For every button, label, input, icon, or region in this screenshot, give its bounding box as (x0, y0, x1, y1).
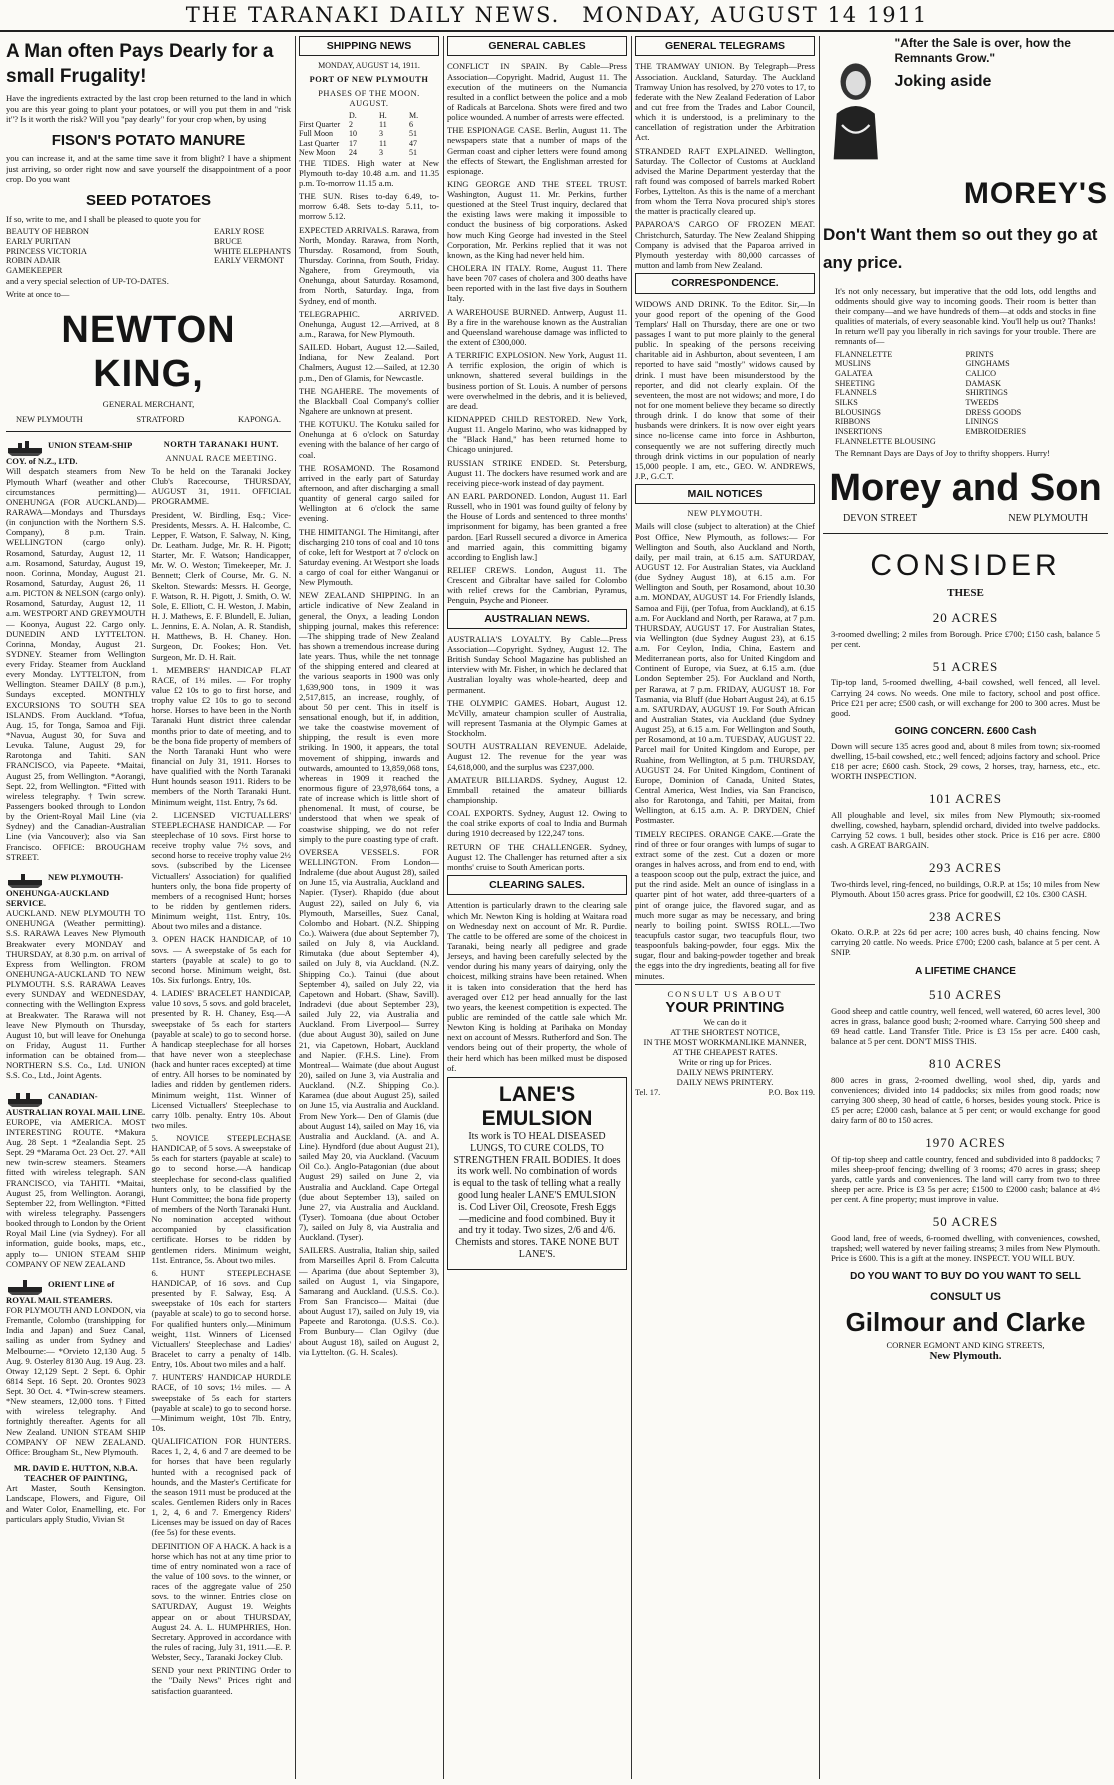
advert-title: TEACHER OF PAINTING, (24, 1473, 128, 1484)
advert-line: IN THE MOST WORKMANLIKE MANNER, (643, 1036, 807, 1047)
australian-news-item: COAL EXPORTS. Sydney, August 12. Owing to the coal strike exports of coal to India and Burmah during 1910 decreased by 122,247 tons. (447, 808, 627, 839)
remnant-item: GALATEA (835, 368, 873, 378)
advert-title: EMULSION (481, 1106, 593, 1130)
onehunga-service-advert (6, 868, 146, 1081)
remnant-item: INSERTIONS (835, 426, 883, 436)
remnant-item: FLANNELETTE (835, 349, 893, 359)
ngahere: THE NGAHERE. The movements of the Blackball Coal Company's collier Ngahere are unknown at present. (299, 385, 439, 416)
rosamond: THE ROSAMOND. The Rosamond arrived in the early part of Saturday afternoon, and after discharging a small quantity of general cargo sailed for Wellington at 6 o'clock the same evening. (299, 462, 439, 524)
sun: THE SUN. Rises to-day 6.49, to-morrow 6.48. Sets to-day 5.11, to-morrow 5.12. (299, 191, 439, 222)
buy-sell-line: DO YOU WANT TO BUY DO YOU WANT TO SELL (850, 1271, 1081, 1283)
notice-definition: DEFINITION OF A HACK. A hack is a horse which has not at any time prior to time of entry nominated won a race of the value of 100 sovs. to the winner, or races of the aggregate value of 250 sovs. to the winner. Entries close on SATURDAY, August 19. Weights appear on or about THURSDAY, August 24. A. L. HUMPHRIES, Hon. Secretary. Approved in accordance with the rules of racing, July 31, 1911.—E. P. Webster, Secy., Taranaki Jockey Club. (151, 1540, 291, 1663)
steamship-icon (6, 1277, 44, 1295)
correspondence: WIDOWS AND DRINK. To the Editor. Sir,—In your good report of the opening of the Good Templars' Hall on Thursday, there are one or two passages I want to put more plainly to the general public. In speaking of the persons receiving charitable aid in Ashburton, about seventeen, I am reported to have said "mostly" widows caused by drink. I must have been misunderstood by the reporter, and did not clearly explain. Of the seventeen, the most are not widows; and more, I do not for one moment believe they became so directly through drink. I do know that some of their husbands were drinkers. It is now over eight years since no-license came into force in Ashburton, consequently we are not suffering directly much through drink victims in our population of nearly 15,000 people. I am, etc., GEO. W. ANDREWS, J.P., G.C.T. (635, 298, 815, 481)
column-general-telegrams (635, 36, 815, 1779)
race-entry: 2. LICENSED VICTUALLERS' STEEPLECHASE HANDICAP. — For steeplechase of 10 sovs. First horse to receive trophy value 7½ sovs, and second horse to receive trophy value 2½ sovs. (subscribed by the Licensee Victuallers' Association) for qualified hunters only, the bona fide property of members of a recognised Hunt; horses to be ridden by gentlemen riders. Minimum weight, 11st. Entry, 10s. About two miles and a distance. (151, 809, 291, 932)
variety-item: BRUCE (214, 236, 242, 246)
telephone: Tel. 17. (635, 1087, 661, 1097)
remnant-item: CALICO (965, 368, 996, 378)
advert-intro: Have the ingredients extracted by the last crop been returned to the land in which you are this year going to plant your potatoes, or will you put them in and "risk it"? Is it worth the risk? Will you "pay dearly" for your crop when, by using (6, 93, 291, 124)
mail-location: NEW PLYMOUTH. (687, 509, 763, 519)
cable-item: THE ESPIONAGE CASE. Berlin, August 11. The newspapers state that a number of maps of the German coast and cipher letters were found among the effects of Stewart, the Englishman arrested for espionage. (447, 125, 627, 176)
column-shipping (299, 36, 439, 1779)
advert-seed-title: SEED POTATOES (85, 191, 212, 209)
advert-special: and a very special selection of UP-TO-DATES. (6, 276, 169, 287)
variety-item: BEAUTY OF HEBRON (6, 226, 89, 236)
property-description: 3-roomed dwelling; 2 miles from Borough. Price £700; £150 cash, balance 5 per cent. (831, 628, 1100, 649)
telegram-item: PAPAROA'S CARGO OF FROZEN MEAT. Christchurch, Saturday. The New Zealand Shipping Company is advised that the Paparoa arrived in Plymouth yesterday with 80,000 carcasses of mutton and lamb from New Zealand. (635, 219, 815, 271)
australian-news-item: RETURN OF THE CHALLENGER. Sydney, August 12. The Challenger has returned after a six months' cruise to South American ports. (447, 841, 627, 872)
australian-news-item: SOUTH AUSTRALIAN REVENUE. Adelaide, August 12. The revenue for the year was £4,618,000, and the surplus was £237,000. (447, 741, 627, 772)
property-description: Down will secure 135 acres good and, about 8 miles from town; six-roomed dwelling, 15-bail cowshed, etc.; well fenced; adjoins factory and school. Price £18 per acre; £600 cash. Stock, 29 cows, 2 horses, tray, harness, etc., etc. WORTH INSPECTION. (831, 740, 1100, 782)
sailed: SAILED. Hobart, August 12.—Sailed, Indiana, for New Zealand. Port Chalmers, August 12.—Sailed, at 12.30 p.m., Den of Glamis, for Newcastle. (299, 342, 439, 383)
these-subheading: THESE (947, 587, 984, 600)
consider-heading: CONSIDER (870, 549, 1061, 583)
remnant-list-right (966, 350, 1097, 447)
morey-and-son-name: Morey and Son (829, 467, 1102, 510)
remnant-item: PRINTS (965, 349, 994, 359)
advert-title: YOUR PRINTING (665, 998, 785, 1016)
variety-item: ROBIN ADAIR (6, 256, 61, 266)
property-description: Two-thirds level, ring-fenced, no buildings, O.R.P. at 15s; 10 miles from New Plymouth. About 150 acres grass. Price for goodwill, £2 10s. £300 CASH. (831, 878, 1100, 899)
race-entry: 6. HUNT STEEPLECHASE HANDICAP, of 16 sovs. and Cup presented by F. Salway, Esq. A sweepstake of 10s each for starters (payable at scale) to go to second horse. For qualified hunters only.—Minimum weight, 11st. Winners of Licensed Victuallers' Steeplechase and Ladies' Bracelet to carry a penalty of 14lb. Entry, 10s. About two miles and a half. (151, 1267, 291, 1370)
varieties-right (214, 227, 291, 277)
remnant-item: GINGHAMS (965, 359, 1010, 369)
telegram-list (635, 61, 815, 270)
column-split (6, 436, 291, 1698)
remnant-item: RIBBONS (835, 417, 871, 427)
town: STRATFORD (136, 415, 185, 425)
variety-item: GAMEKEEPER (6, 266, 63, 276)
masthead-title: THE TARANAKI DAILY NEWS. (185, 3, 561, 27)
phase-cell: 24 (349, 148, 357, 158)
advert-footer: DAILY NEWS PRINTERY. (676, 1077, 774, 1088)
steamship-icon (6, 438, 44, 456)
remnant-item: BLOUSINGS (835, 407, 881, 417)
phase-cell: Last Quarter (299, 138, 340, 148)
advert-slogan: Don't Want them so out they go at any price. (823, 225, 1098, 272)
notice-qualification: QUALIFICATION FOR HUNTERS. Races 1, 2, 4, 6 and 7 are deemed to be for horses that have been regularly hunted with a recognised pack of hounds, and the Master's Certificate for the season 1911 must be produced at the scales. Gentlemen Riders only in Races 1, 2, 4, 6 and 7. Emergency Riders' Licenses may be issued on day of Races (fee 5s) for these events. (151, 1436, 291, 1538)
merchant-name: NEWTON KING, (61, 308, 236, 396)
advert-line: AT THE CHEAPEST RATES. (672, 1046, 778, 1057)
consult-line: CONSULT US (930, 1290, 1001, 1303)
phase-cell: 47 (409, 138, 417, 148)
gilmour-address: CORNER EGMONT AND KING STREETS, (886, 1339, 1045, 1350)
advert-line: We can do it (703, 1016, 747, 1027)
advert-title: LANE'S (498, 1082, 576, 1106)
cable-item: RUSSIAN STRIKE ENDED. St. Petersburg, August 11. The dockers have resumed work and are receiving piece-work instead of day payment. (447, 457, 627, 488)
remnant-list-left (835, 350, 966, 447)
po-box: P.O. Box 119. (768, 1087, 815, 1097)
masthead (0, 0, 1114, 32)
remnant-item: MUSLINS (835, 359, 871, 369)
phase-cell: H. (379, 110, 387, 120)
expected-arrivals: EXPECTED ARRIVALS. Rarawa, from North, Monday. Rarawa, from North, Thursday. Rosamond, from South, Thursday. Corinna, from South, Friday. Ngahere, from Greymouth, via Onehunga, about Saturday. Rosamond, from North, Saturday. Inga, from Sydney, end of month. (299, 224, 439, 306)
advert-head: CONSULT US ABOUT (667, 988, 783, 999)
advert-text: you can increase it, and at the same time save it from blight? I have a shipment just arriving, so order right now and save yourself the disappointment of a poor crop. Do you want (6, 153, 291, 184)
potato-varieties (6, 227, 291, 277)
remnant-item: SHIRTINGS (965, 388, 1008, 398)
race-list (152, 665, 292, 1433)
morey-address (823, 513, 1108, 525)
advert-text: Art Master, South Kensington. Landscape, Flowers, and Figure, Oil and Water Color, Enamelling, etc. For particulars apply Studio, Vivian St (6, 1483, 146, 1524)
phase-cell: 3 (379, 129, 383, 139)
advert-write: Write at once to— (6, 289, 70, 300)
race-entry: 4. LADIES' BRACELET HANDICAP, value 10 sovs, 5 sovs. and gold bracelet, presented by R. H. Chaney, Esq.—A sweepstake of 5s each for starters (payable at scale) to go to second horse. A handicap steeplechase for all horses that have never won a steeplechase (hack and hunter races excepted) at time of entry. All horses to be nominated by ladies and ridden by gentlemen riders. Minimum weight, 11st. Winner of Licensed Victuallers' Steeplechase to carry 10lb. penalty. Entry 10s. About two miles. (151, 988, 291, 1130)
advert-name: UNION STEAM-SHIP COY. of N.Z., LTD. (6, 440, 132, 467)
cable-item: A TERRIFIC EXPLOSION. New York, August 11. A terrific explosion, the origin of which is unknown, shattered several buildings in the business portion of St. Louis. A number of persons were overwhelmed in the debris, and it is believed, are dead. (447, 350, 627, 411)
australian-news-list (447, 634, 627, 872)
lanes-emulsion-advert (447, 1077, 627, 1270)
street: DEVON STREET (843, 513, 918, 525)
printing-advert (635, 984, 815, 1098)
advert-text: FOR PLYMOUTH AND LONDON, via Fremantle, Colombo (transhipping for India and Japan) and Suez Canal, sailing as under from Sydney and Melbourne:— *Orvieto 12,130 Aug. 5 Aug. 9. Osterley 8130 Aug. 19 Aug. 23. Otway 12,129 Sept. 2 Sept. 6. Ophir 6814 Sept. 16 Sept. 20. Orontes 9023 Sept. 30 Oct. 4. *Twin-screw steamers. *New steamers, 12,000 tons. †Fitted with wireless telegraphy. And fortnightly thereafter. Agents for all New Zealand. UNION STEAM SHIP COMPANY OF NEW ZEALAND. Office: Brougham St., New Plymouth. (6, 1304, 146, 1457)
property-title: 51 ACRES (932, 659, 999, 675)
dateline: MONDAY, AUGUST 14, 1911. (318, 61, 420, 71)
port-heading: PORT OF NEW PLYMOUTH (309, 74, 429, 84)
column-advertisements (6, 36, 291, 1779)
race-entry: 7. HUNTERS' HANDICAP HURDLE RACE, of 10 sovs; 1½ miles. — A sweepstake of 5s each for starters (payable at scale) to go to second horse.—Minimum weight, 10st 7lb. Entry, 10s. (151, 1372, 291, 1433)
column-rule (443, 36, 444, 1779)
section-heading: CORRESPONDENCE. (635, 273, 815, 293)
painting-teacher-advert (6, 1463, 146, 1524)
cable-item: RELIEF CREWS. London, August 11. The Crescent and Gibraltar have sailed for Colombo with relief crews for the Cambrian, Pyramus, Penguin, Psyche and Pioneer. (447, 564, 627, 606)
property-description: Okato. O.R.P. at 22s 6d per acre; 100 acres bush, 40 chains fencing. Now carrying 20 cattle. No weeds. Price £700; £200 cash, balance at 5 per cent. A SNIP. (831, 927, 1100, 958)
phase-cell: 11 (379, 119, 387, 129)
section-heading: GENERAL CABLES (447, 36, 627, 56)
merchant-sub: GENERAL MERCHANT, (102, 399, 195, 410)
advert-product: FISON'S POTATO MANURE (51, 131, 246, 149)
potato-manure-advert (6, 40, 291, 425)
orient-line-advert (6, 1275, 146, 1457)
advert-quote: "After the Sale is over, how the Remnants Grow." (894, 36, 1071, 65)
variety-item: EARLY VERMONT (214, 256, 285, 266)
notice-sub: ANNUAL RACE MEETING. (165, 454, 277, 464)
oversea-vessels: OVERSEA VESSELS. FOR WELLINGTON. From London— Indraleme (due about August 28), sailed on June 15, via Australia, Auckland and Napier. (Tyser). Rhapido (due about August 22), sailed on July 6, via Plymouth, Marseilles, Suez Canal, Colombo and Hobart. (N.Z. Shipping Co.). Waiwera (due about September 7), sailed on July 8, via Auckland. Rimutaka (due about September 4), sailed on July 8, via Auckland. (N.Z. Shipping Co.). Tainui (due about September 4), sailed on July 22, via Capetown and Hobart. (Shaw, Savill). Indradevi (due about September 23), sailed July 22, via Australia and Auckland. From Liverpool— Surrey (due about August 30), sailed on June 21, via Capetown, Hobart, Auckland and Napier. (F.H.S. Line). From Montreal— Waimate (due about August 20), sailed on June 3, via Australia and Auckland. (N.Z. Shipping Co.). Karamea (due about August 25), sailed on June 15, via Australia and Auckland. From New York— Den of Glamis (due about August 14), sailed on May 16, via Australia and Auckland. (A. and A. Line). Hyndford (due about August 21), sailed May 20, via Auckland. (Vacuum Oil Co.). Anglo-Patagonian (due about August 29) sailed on June 2, via Australia and Auckland. Cape Ortegal (due about September 13), sailed on June 27, via Australia and Auckland. (Tyser). Tomoana (due about October 7), sailed on July 8, via Australia and Auckland. (Tyser). (299, 846, 439, 1243)
advert-name: CANADIAN-AUSTRALIAN ROYAL MAIL LINE. (6, 1090, 146, 1117)
hunt-race-notice (152, 436, 292, 1698)
sailers: SAILERS. Australia, Italian ship, sailed from Marseilles April 8. From Calcutta— Aparima (due about September 3), sailed on August 1, via Singapore, Samarang and Auckland. (U.S.S. Co.). From San Francisco— Maitai (due about August 17), sailed on July 19, via Papeete and Rarotonga. (U.S.S. Co.). From Bunbury— Clan Ogilvy (due about August 18), sailed on August 2, via Lyttelton. (G. H. Scales). (299, 1245, 439, 1357)
phase-cell: 17 (349, 138, 357, 148)
gilmour-clarke-name: Gilmour and Clarke (845, 1306, 1086, 1337)
property-description: Of tip-top sheep and cattle country, fenced and subdivided into 8 paddocks; 7 miles sheep-proof fencing; dwelling of 3 rooms; 470 acres in grass; sheep yards, cattle yards and conveniences. The land will carry from two to three sheep per acre. Price is £3 5s per acre; £1500 to £2000 cash; balance at 4½ per cent. A fine property; must improve in value. (831, 1153, 1100, 1205)
variety-item: WHITE ELEPHANTS (214, 246, 291, 256)
morey-advert (823, 36, 1108, 176)
phase-cell: 51 (409, 129, 417, 139)
phase-cell: 2 (349, 119, 353, 129)
remnant-list (823, 350, 1108, 447)
cable-item: CHOLERA IN ITALY. Rome, August 11. There have been 707 cases of cholera and 300 deaths have been reported with in the last five days in Southern Italy. (447, 263, 627, 304)
cable-item: CONFLICT IN SPAIN. By Cable—Press Association—Copyright. Madrid, August 11. The execution of the mutineers on the Numancia resulted in a conflict between the police and a mob of Radicals at Barcelona. Shots were fired and two police wounded. A number of arrests were effected. (447, 61, 627, 123)
property-description: Good sheep and cattle country, well fenced, well watered, 60 acres level, 300 acres in grass, balance good bush; 2-roomed whare. Carrying 500 sheep and 69 head cattle. Land Transfer Title. Price is £3 15s per acre. £400 cash, balance at 5 per cent. DON'T MISS THIS. (831, 1005, 1100, 1047)
cable-item: A WAREHOUSE BURNED. Antwerp, August 11. By a fire in the warehouse known as the Australian and Queensland warehouse damage was inflicted to the extent of £300,000. (447, 306, 627, 348)
phase-cell: 3 (379, 148, 383, 158)
steamship-icon (6, 1089, 44, 1107)
kotuku: THE KOTUKU. The Kotuku sailed for Onehunga at 6 o'clock on Saturday evening with the balance of her cargo of coal. (299, 419, 439, 460)
phase-cell: D. (349, 110, 357, 120)
cable-item: KING GEORGE AND THE STEEL TRUST. Washington, August 11. Mr. Perkins, further questioned at the Steel Trust inquiry, declared that the existing laws were making it impossible to conduct the business of big corporations. Asked how much King George had invested in the Steel Corporation, Mr. Perkins replied that it was not known, as the King had never held him. (447, 178, 627, 260)
australian-news-item: THE OLYMPIC GAMES. Hobart, August 12. McVilly, amateur champion sculler of Australia, will represent Tasmania at the Olympic Games at Stockholm. (447, 697, 627, 739)
phase-cell: 10 (349, 129, 357, 139)
advert-name: ORIENT LINE of ROYAL MAIL STEAMERS. (6, 1278, 115, 1305)
phase-cell: Full Moon (299, 129, 334, 139)
himitangi: THE HIMITANGI. The Himitangi, after discharging 210 tons of coal and 10 tons of coke, left for Westport at 7 o'clock on Saturday evening. At Westport she loads a cargo of coal for either Wanganui or New Plymouth. (299, 526, 439, 588)
section-heading: GENERAL TELEGRAMS (635, 36, 815, 56)
advert-joking: Joking aside (894, 73, 992, 90)
advert-text: EUROPE, via AMERICA. MOST INTERESTING ROUTE. *Makura Aug. 28 Sept. 1 *Zealandia Sept. 25 Sept. 29 *Marama Oct. 23 Oct. 27. *All new twin-screw steamers. Steamers fitted with wireless telegraph. SAN FRANCISCO, via TAHITI. *Maitai, August 25, from Wellington. Aorangi, September 22, from Wellington. *Fitted with wireless telegraphy. Passengers booked through to London by the Orient Royal Mail Line (via Sydney). For all information, guide books, maps, etc., apply to— UNION STEAM SHIP COMPANY OF NEW ZEALAND (6, 1116, 146, 1269)
property-description: 800 acres in grass, 2-roomed dwelling, wool shed, dip, yards and conveniences; divided into 14 paddocks; six miles from good roads; now carrying 300 sheep, 30 head of cattle, 6 horses, besides young stock. Price is £5 per acre; £2000 cash, balance at 5 per cent; or would exchange for good dairy farm of 80 to 150 acres. (831, 1074, 1100, 1126)
union-steamship-advert (6, 436, 146, 862)
property-description: All ploughable and level, six miles from New Plymouth; six-roomed dwelling, cowshed, haybarn, splendid orchard, divided into twelve paddocks. Carrying 52 cows. 1 bull, besides other stock. Price is £16 per acre. £800 cash. A GREAT BARGAIN. (831, 809, 1100, 851)
advert-remnant: The Remnant Days are Days of Joy to thrifty shoppers. Hurry! (835, 448, 1051, 459)
phase-cell: First Quarter (299, 119, 341, 129)
advert-line: AT THE SHORTEST NOTICE, (670, 1026, 780, 1037)
advert-body: It's not only necessary, but imperative that the odd lots, odd lengths and oddments should give way to incoming goods. Their room is better than their company—and we have hundreds of them—at odds and stocks in fine qualities of materials, of every seasonable kind. You'll help us out? Thanks! In return we'll pay you liberally in rich savings for your trouble. There are remnants of— (835, 285, 1096, 347)
tides: THE TIDES. High water at New Plymouth to-day 10.48 a.m. and 11.35 p.m. To-morrow 11.15 a.m. (299, 157, 439, 188)
cable-item: AN EARL PARDONED. London, August 11. Earl Russell, who in 1901 was found guilty of felony by the House of Lords and sentenced to three months' imprisonment for bigamy, has been granted a free pardon. [Earl Russell secured a divorce in America and married again, this committing bigamy according to English law.] (447, 491, 627, 562)
varieties-left (6, 227, 89, 277)
variety-item: EARLY ROSE (214, 226, 265, 236)
town: NEW PLYMOUTH (1008, 513, 1088, 525)
property-title: 238 ACRES (929, 908, 1002, 924)
phase-cell: 11 (379, 138, 387, 148)
telegram-item: STRANDED RAFT EXPLAINED. Wellington, Saturday. The Collector of Customs at Auckland advised the Marine Department yesterday that the raft found was composed of barrels marked Robert Forbes, Lyttelton. As this is the name of a merchant from whom the Terra Nova procured ship's stores the matter is practically cleared up. (635, 145, 815, 217)
advert-lines (635, 1017, 815, 1068)
cable-list (447, 61, 627, 605)
remnant-item: EMBROIDERIES (965, 426, 1026, 436)
printing-advert: SEND your next PRINTING Order to the "Daily News" Prices right and satisfaction guaranteed. (151, 1665, 291, 1696)
property-title: GOING CONCERN. £600 Cash (894, 725, 1037, 737)
column-rule (295, 36, 296, 1779)
australian-news-item: AUSTRALIA'S LOYALTY. By Cable—Press Association—Copyright. Sydney, August 12. The British Sunday School Magazine has published an interview with Mr. Fisher, in which he declared that Australian loyalty was whole-hearted, deep and permanent. (447, 633, 627, 695)
column-rule (631, 36, 632, 1779)
notice-intro: To be held on the Taranaki Jockey Club's Racecourse, THURSDAY, AUGUST 31, 1911. OFFICIAL PROGRAMME. (151, 466, 291, 507)
race-entry: 5. NOVICE STEEPLECHASE HANDICAP, of 5 sovs. A sweepstake of 5s each for starters (payable at scale) to go to second horse.—A handicap steeplechase for second-class qualified hunters only, to be classified by the Hunt Committee; the bona fide property of members of the North Taranaki Hunt. No nomination accepted without accompanied by classification certificate. Horses to be ridden by gentlemen riders. Minimum weight, 11st. Entrance, 5s. About two miles. (151, 1133, 291, 1265)
remnant-item: DAMASK (965, 378, 1001, 388)
telegraphic: TELEGRAPHIC. ARRIVED. Onehunga, August 12.—Arrived, at 8 a.m., Rarawa, for New Plymouth. (299, 308, 439, 339)
advert-brand: MOREY'S (963, 177, 1108, 210)
phase-cell (299, 111, 349, 120)
advert-text: AUCKLAND. NEW PLYMOUTH TO ONEHUNGA (Weather permitting). S.S. RARAWA Leaves New Plymouth Breakwater every MONDAY and THURSDAY, at 8.30 p.m. on arrival of Express from Wellington. FROM ONEHUNGA-AUCKLAND TO NEW PLYMOUTH. S.S. RARAWA Leaves every SUNDAY and WEDNESDAY, connecting with the Wellington Express at Breakwater. The Rarawa will not leave New Plymouth on Thursday, August 10, but will leave for Onehunga on Friday, August 11. Further information can be obtained from— NORTHERN S.S. Co., Ltd. UNION S.S. Co., Ltd., Joint Agents. (6, 908, 146, 1081)
masthead-date: MONDAY, AUGUST 14 1911 (582, 3, 929, 27)
moon-phases-table (299, 111, 439, 158)
cable-item: KIDNAPPED CHILD RESTORED. New York, August 11. Angelo Marino, who was kidnapped by the "Black Hand," has been returned home to Chicago uninjured. (447, 414, 627, 455)
variety-item: EARLY PURITAN (6, 236, 71, 246)
remnant-item: SHEETING (835, 378, 876, 388)
property-title: 20 ACRES (932, 610, 999, 626)
mail-notices: Mails will close (subject to alteration) at the Chief Post Office, New Plymouth, as follows:— For Wellington and South, also Auckland and North, daily, per mail train, at 6.15 a.m. SATURDAY, AUGUST 12. For Australian States, via Auckland (due Sydney August 18), at 6.15 a.m. For Wellington and South, per Rosamond, about 10.30 a.m. MONDAY, AUGUST 14. For Friendly Islands, Samoa and Fiji, (per Tofua, from Auckland), at 6.15 a.m. For Auckland and North, per Rarawa, at 7 p.m. THURSDAY, AUGUST 17. For Australian States, via Wellington (due Sydney August 23), at 6.15 a.m. For Ceylon, India, China, Eastern and Mediterranean ports, also for United Kingdom and Continent of Europe, via Suez, at 6.15 a.m. (due London September 25). For Auckland and North, per Rarawa, at 7 p.m. FRIDAY, AUGUST 18. For Tasmania, via Bluff (due Hobart August 24), at 6.15 a.m. SATURDAY, AUGUST 19. For South African and Australian States, via Auckland (due Sydney August 25), at 6.15 a.m. For Wellington and South, per Rosamond, at 10 a.m. TUESDAY, AUGUST 22. Parcel mail for United Kingdom and Europe, per Ruahine, from Wellington, at 5 p.m. THURSDAY, AUGUST 24. For United Kingdom, Continent of Europe, Dominion of Canada, United States, Central America, West Indies, via San Francisco, also for Rarotonga, and Tahiti, per Maitai, from Wellington, at 6.15 a.m. A. P. DRYDEN, Chief Postmaster. (635, 521, 815, 826)
column-morey-and-gilmour (823, 36, 1108, 1779)
phase-cell: 6 (409, 119, 413, 129)
advert-line: Write or ring up for Prices. (678, 1057, 772, 1068)
variety-item: PRINCESS VICTORIA (6, 246, 87, 256)
remnant-item: TWEEDS (965, 397, 999, 407)
phase-cell: New Moon (299, 148, 336, 158)
figure-illustration-icon (823, 36, 889, 176)
advert-name: NEW PLYMOUTH-ONEHUNGA-AUCKLAND SERVICE. (6, 871, 124, 909)
section-heading: MAIL NOTICES (635, 484, 815, 504)
property-description: Tip-top land, 5-roomed dwelling, 4-bail cowshed, well fenced, all level. Carrying 24 cows. No weeds. One mile to factory, school and post office. Price £21 per acre; £500 cash, or will exchange for 200 to 300 acres. Must be good. (831, 677, 1100, 718)
remnant-item: FLANNELETTE BLOUSING (835, 436, 936, 446)
advert-name: MR. DAVID E. HUTTON, N.B.A. (13, 1463, 138, 1474)
advert-headline: A Man often Pays Dearly for a small Frugality! (6, 41, 274, 87)
race-entry: 1. MEMBERS' HANDICAP FLAT RACE, of 1½ miles. — For trophy value £2 10s to go to first horse, and trophy value £2 10s to go to second horse. Horses to have been in the North Taranaki Hunt district three calendar months prior to date of meeting, and to be the bona fide property of members of the North Taranaki Hunt who were financial on July 31, 1911. Horses to have qualified with the North Taranaki Hunt hounds season 1911. Riders to be members of the North Taranaki Hunt. Minimum weight, 11st. Entry, 7s 6d. (151, 664, 291, 807)
merchant-towns (6, 409, 291, 425)
remnant-item: SILKS (835, 397, 858, 407)
section-heading: SHIPPING NEWS (299, 36, 439, 56)
phase-cell: M. (409, 110, 419, 120)
property-description: Good land, free of weeds, 6-roomed dwelling, with conveniences, cowshed, trapshed; well watered by never failing streams; 3 miles from New Plymouth. Price is £600. This is a gift at the money. INSPECT. YOU WILL BUY. (831, 1232, 1100, 1263)
property-title: A LIFETIME CHANCE (915, 965, 1016, 977)
property-title: 50 ACRES (932, 1214, 999, 1230)
phase-cell: 51 (409, 148, 417, 158)
race-entry: 3. OPEN HACK HANDICAP, of 10 sovs. — A sweepstake of 5s each for starters (payable at scale) to go to second horse. Minimum weight, 8st. 10s. Six furlongs. Entry, 10s. (151, 934, 291, 985)
remnant-item: LININGS (965, 417, 999, 427)
column-rule (819, 36, 820, 1779)
gilmour-town: New Plymouth. (929, 1349, 1002, 1362)
property-title: 293 ACRES (929, 860, 1002, 876)
property-title: 1970 ACRES (925, 1135, 1006, 1151)
property-title: 510 ACRES (929, 987, 1002, 1003)
town: NEW PLYMOUTH (16, 415, 83, 425)
phases-heading: PHASES OF THE MOON. AUGUST. (318, 88, 420, 108)
section-heading: AUSTRALIAN NEWS. (447, 609, 627, 629)
property-title: 810 ACRES (929, 1056, 1002, 1072)
advert-text: Its work is TO HEAL DISEASED LUNGS, TO CURE COLDS, TO STRENGTHEN FRAIL BODIES. It does its work well. No combination of words is equal to the task of telling what a really good lung healer LANE'S EMULSION is. Cod Liver Oil, Creosote, Fresh Eggs—medicine and food combined. Buy it and try it today. Two sizes, 2/6 and 4/6. Chemists and stores. TAKE NONE BUT LANE'S. (453, 1131, 621, 1261)
shipping-adverts (6, 436, 146, 1698)
timely-recipes: TIMELY RECIPES. ORANGE CAKE.—Grate the rind of three or four oranges with lumps of sugar to extract some of the zest. Cut a dozen or more oranges in halves across, and from end to end, with a teaspoon scoop out the pulp, extract the juice, and put the rind aside. Melt an ounce of isinglass in a quarter pint of hot water, add three-quarters of a pint of orange juice, the flavored sugar, and as much more sugar as may be necessary, and bring nearly to boiling point. SWISS ROLL.—Two teacupfuls castor sugar, two teacupfuls flour, two teaspoonfuls baking-powder, four eggs. Mix the sugar, flour and baking-powder together and break the eggs into the dry ingredients, beating all for five minutes. (635, 828, 815, 981)
remnant-item: FLANNELS (835, 388, 877, 398)
notice-title: NORTH TARANAKI HUNT. (163, 440, 279, 450)
advert-text: Will despatch steamers from New Plymouth Wharf (weather and other circumstances permitting)— ONEHUNGA (FOR AUCKLAND)— RARAWA—Mondays and Thursdays (in conjunction with the Northern S.S. Company), 8 p.m. Train. WELLINGTON (cargo only). Rosamond, Saturday, August 12, 11 a.m. Rosamond, Saturday, August 19, noon. Corinna, Monday, August 21. Rosamond, Saturday, August 26, 11 a.m. PICTON & NELSON (cargo only). Rosamond, Saturday, August 12, 11 a.m. WESTPORT AND GREYMOUTH— Koonya, August 22. Cargo only. DUNEDIN AND LYTTELTON. Corinna, Monday, August 21. SYDNEY. Steamer from Wellington every Friday. Steamer from Auckland every Monday. LYTTELTON, from Wellington. Steamer DAILY (8 p.m.), Sundays excepted. MONTHLY EXCURSIONS TO SOUTH SEA ISLANDS. From Auckland. *Tofua, Aug. 15, for Tonga, Samoa and Fiji. *Navua, August 30, for Suva and Levuka. Talune, August 29, for Rarotonga and Tahiti. SAN FRANCISCO, via Papeete. *Maitai, August 25, from Wellington. *Aorangi, Sept. 22, from Wellington. *Fitted with wireless telegraphy. †Twin screw. Passengers booked through to London by the Orient-Royal Mail Line (via Sydney) and the Canadian-Australian Line (via Vancouver); also via San Francisco. OFFICE: BROUGHAM STREET. (6, 466, 146, 862)
telegram-item: THE TRAMWAY UNION. By Telegraph—Press Association. Auckland, Saturday. The Auckland Tramway Union has resolved, by 270 votes to 17, to federate with the New Zealand Federation of Labor and cut free from the Trades and Labor Council, which it is understood, is a preliminary to the cancellation of registration under the Arbitration Act. (635, 61, 815, 143)
remnant-item: DRESS GOODS (965, 407, 1022, 417)
property-title: 101 ACRES (929, 791, 1002, 807)
canadian-australian-advert (6, 1087, 146, 1269)
steamship-icon (6, 870, 44, 888)
clearing-sales: Attention is particularly drawn to the clearing sale which Mr. Newton King is holding at Waitara road on Wednesday next on account of Mr. R. Purdie. The cattle to be offered are some of the choicest in Taranaki, being nearly all pedigree and grade Jerseys, and having been carefully selected by the vendor during his many years of dairying, only the choicest, milking strains have been retained. When it is taken into consideration that the herd has averaged over £12 per head annually for the last two years, the keenest competition is expected. The public are reminded of the cattle sale which Mr. Newton King is holding at Parihaka on Monday next on account of Messrs. Rutherford and Son. The vendors being out of their property, the whole of their herd which has been milked must be disposed of. (447, 900, 627, 1073)
section-heading: CLEARING SALES. (447, 875, 627, 895)
property-list (823, 610, 1108, 1263)
town: KAPONGA. (237, 415, 281, 425)
advert-footer: DAILY NEWS PRINTERY. (676, 1067, 774, 1078)
australian-news-item: AMATEUR BILLIARDS. Sydney, August 12. Emmball retained the amateur billiards championship. (447, 774, 627, 806)
notice-officials: President, W. Birdling, Esq.; Vice-Presidents, Messrs. A. H. Halcombe, C. Lepper, F. Watson, F. Salway, N. King, Dr. Leatham. Judge, Mr. R. H. Pigott; Starter, Mr. F. Watson; Handicapper, Mr. W. O. Weston; Timekeeper, Mr. J. Bennett; Clerk of Course, Mr. G. N. Skelton. Stewards: Messrs. H. George, F. Watson, R. H. Pigott, J. Smith, O. W. Sole, E. Elliott, C. H. Weston, J. Mabin, H. J. Mathews, E. F. Blundell, E. Julian, L. Jennins, E. A. Nolan, A. R. Standish, H. Matthews, B. H. Chaney. Hon. Surgeon, Dr. Fookes; Hon. Vet. Surgeon, Mr. D. H. Rait. (151, 509, 291, 662)
nz-shipping: NEW ZEALAND SHIPPING. In an article indicative of New Zealand in general, the Onyx, a leading London shipping journal, makes this reference:—The shipping trade of New Zealand has shown a tremendous increase during late years. Thus, while the net tonnage of the shipping entered and cleared at the various seaports in 1900 was only 1,639,900 tons, in 1909 it was 2,517,815, an increase, roughly, of about 50 per cent. This in itself is sensational enough, but if, in addition, we take the coastwise movement of shipping, the result is even more striking. In 1900, it appears, the total movement of shipping, inwards and outwards, amounted to 13,859,068 tons, whereas in 1909 it reached the enormous figure of 23,978,664 tons, a rate of increase which is little short of phenomenal. It must, of course, be understood that when we speak of coastwise shipping, we do not refer simply to the pure coasting type of craft. (299, 590, 439, 844)
column-general-cables (447, 36, 627, 1779)
advert-seed-text: If so, write to me, and I shall be pleased to quote you for (6, 213, 201, 224)
